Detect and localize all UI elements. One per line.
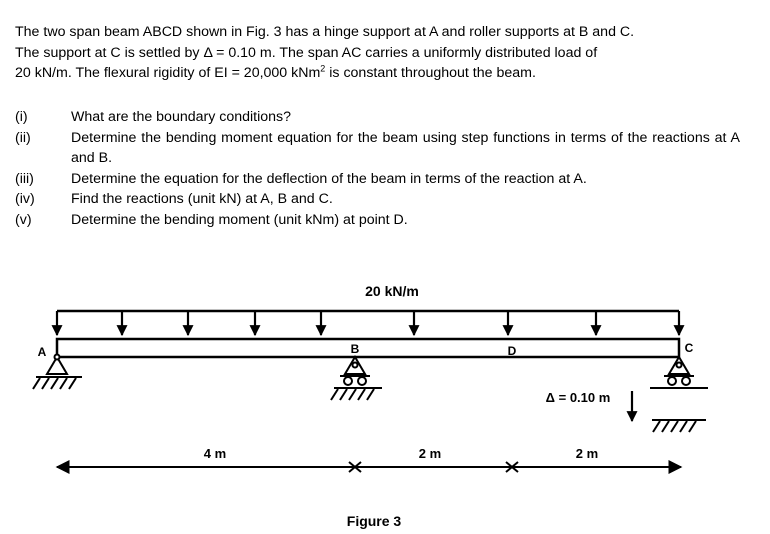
- settlement-label: Δ = 0.10 m: [545, 390, 611, 405]
- question-number: (iii): [15, 170, 34, 187]
- question-text: Determine the bending moment (unit kNm) at point D.: [71, 211, 408, 228]
- question-text: What are the boundary conditions?: [71, 109, 292, 125]
- figure-caption: Figure 3: [346, 513, 402, 529]
- roller-support-b: [331, 357, 382, 400]
- superscript-2: 2: [320, 63, 326, 74]
- point-c-label: C: [684, 341, 694, 355]
- settled-ground: [652, 420, 706, 432]
- intro-line-1: The two span beam ABCD shown in Fig. 3 has a hinge support at A and roller supports at B and C.: [15, 24, 635, 40]
- question-number: (ii): [15, 129, 31, 146]
- beam: [57, 339, 679, 357]
- span-dc-label: 2 m: [575, 446, 599, 461]
- intro-line-2: The support at C is settled by Δ = 0.10 m. The span AC carries a uniformly distributed load of: [15, 44, 598, 61]
- question-number: (iv): [15, 191, 35, 207]
- intro-line-3b: is constant throughout the beam.: [325, 65, 536, 81]
- span-bd-label: 2 m: [418, 446, 442, 461]
- point-d-label: D: [507, 344, 517, 358]
- question-text: Determine the bending moment equation for the beam using step functions in terms of the reactions at A and B.: [71, 129, 740, 166]
- intro-line-3a: 20 kN/m. The flexural rigidity of EI = 20,000 kNm: [15, 65, 321, 81]
- question-number: (v): [15, 211, 32, 228]
- point-b-label: B: [350, 342, 360, 356]
- load-arrows: [57, 311, 679, 335]
- hinge-support-a: [33, 355, 82, 390]
- load-label: 20 kN/m: [365, 283, 419, 299]
- roller-support-c: [650, 357, 708, 388]
- question-text: Find the reactions (unit kN) at A, B and C.: [71, 191, 333, 207]
- point-a-label: A: [37, 345, 47, 359]
- span-ab-label: 4 m: [203, 446, 227, 461]
- question-number: (i): [15, 109, 28, 125]
- question-text: Determine the equation for the deflection of the beam in terms of the reaction at A.: [71, 170, 587, 187]
